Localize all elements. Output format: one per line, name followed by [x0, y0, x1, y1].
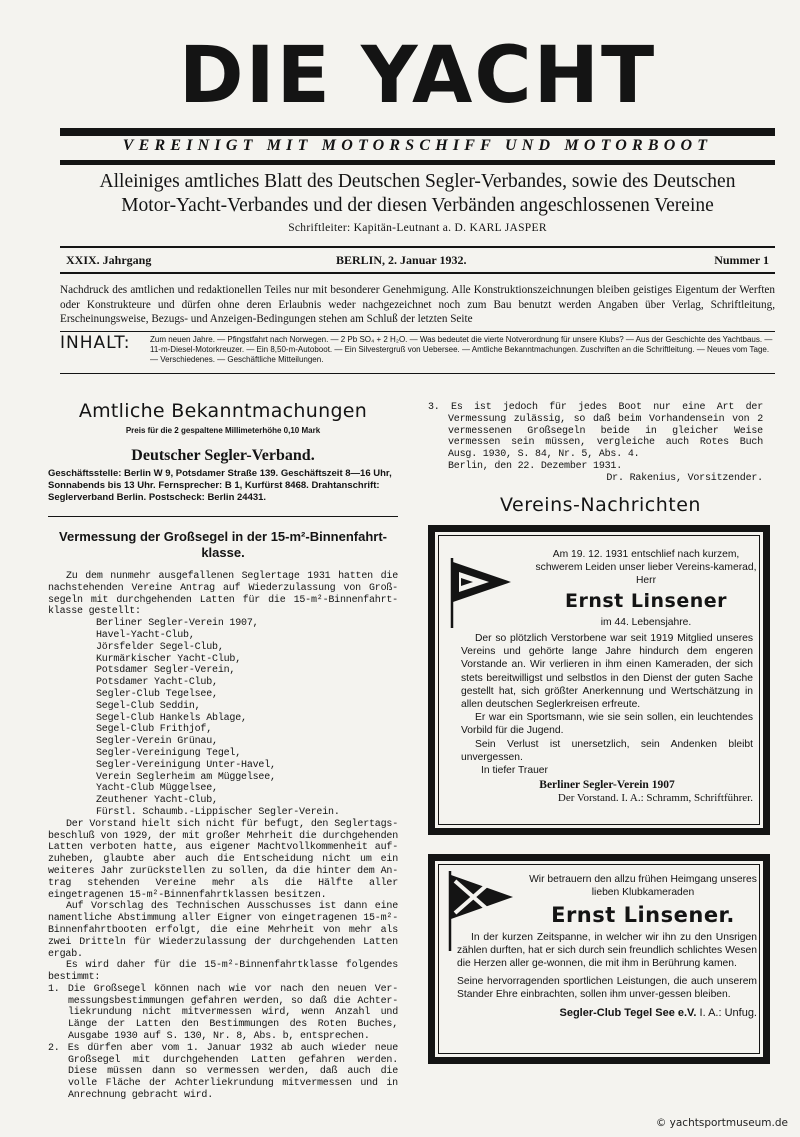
list-item: Segler-Verein Grünau,	[96, 736, 218, 748]
list-item: Fürstl. Schaumb.-Lippischer Segler-Verein.	[96, 806, 340, 818]
inhalt-label: INHALT:	[60, 333, 131, 353]
issue-number: Nummer 1	[714, 253, 769, 267]
notice-rule	[60, 331, 775, 332]
list-item: Segel-Club Frithjof,	[96, 724, 213, 736]
list-item: Kurmärkischer Yacht-Club,	[96, 653, 242, 665]
list-item: Jörsfelder Segel-Club,	[96, 641, 224, 653]
image-credit: © yachtsportmuseum.de	[655, 1117, 788, 1129]
list-item: Segler-Club Tegelsee,	[96, 688, 218, 700]
obit2-name: Ernst Linsener.	[551, 903, 735, 927]
obit2-signature	[457, 1007, 757, 1020]
masthead-title: DIE YACHT	[178, 31, 657, 121]
obit2-para-1: In der kurzen Zeitspanne, in welcher wir ihn zu den Unsrigen zählen durften, hat er sich durch sein freundlich schlichtes Wesen die Herzen aller ge-wonnen, die mit ihm in Berührung kamen.	[457, 932, 757, 970]
issue-volume: XXIX. Jahrgang	[66, 253, 152, 267]
amtliche-title: Amtliche Bekanntmachungen	[78, 400, 368, 422]
right-column	[428, 402, 763, 485]
list-item: 1. Die Großsegel können nach wie vor nach den neuen Ver-messungsbestimmungen gefahren werden, so daß die Achter-liekrundung nicht mitvermessen wird, wenn Anzahl und Länge der Latten den Bestimmungen des Roten Buches, Ausgabe 1930 auf S. 130, Nr. 8, Abs. b, entsprechen.	[48, 983, 398, 1043]
obit2-club: Segler-Club Tegel See e.V.	[559, 1007, 697, 1020]
inhalt-text: Zum neuen Jahre. — Pfingstfahrt nach Norwegen. — 2 Pb SO₄ + 2 H₂O. — Was bedeutet die vierte Notverordnung für unsere Klubs? — Aus der Geschichte des Yachtbaus. — 11-m-Diesel-Motorkreuzer. — Ein 8,50-m-Autoboot. — Ein Silvestergruß von Uebersee. — Amtliche Bekanntmachungen. Zuschriften an die Schriftleitung. — Neues vom Tage. — Verschiedenes. — Geschäftliche Mitteilungen.	[150, 335, 773, 364]
obit2-para-2: Seine hervorragenden sportlichen Leistungen, die auch unserem Stander Ehre einbrachten, sollen ihm unver-gessen bleiben.	[457, 975, 757, 1000]
vereine-list	[48, 618, 398, 819]
list-item: Segel-Club Seddin,	[96, 700, 201, 712]
obit1-name: Ernst Linsener	[564, 590, 727, 612]
obit1-trauer: In tiefer Trauer	[481, 765, 548, 777]
list-item: 2. Es dürfen aber vom 1. Januar 1932 ab auch wieder neue Großsegel mit durchgehenden Latten gefahren werden. Diese müssen dann so vermessen werden, daß auch die volle Fläche der Achterliekrundung mitvermessen und in Anrechnung gebracht wird.	[48, 1042, 398, 1102]
obit1-para-3: Sein Verlust ist unersetzlich, sein Andenken bleibt unvergessen.	[461, 738, 753, 763]
list-item: Havel-Yacht-Club,	[96, 629, 195, 641]
obituary-box-1	[428, 525, 770, 835]
obit1-intro: Am 19. 12. 1931 entschlief nach kurzem, schwerem Leiden unser lieber Vereins-kamerad, Herr	[535, 549, 757, 587]
issue-rule-top	[60, 246, 775, 248]
obit1-club: Berliner Segler-Verein 1907	[539, 779, 675, 792]
claim-line-2: Motor-Yacht-Verbandes und der diesen Verbänden angeschlossenen Vereine	[121, 195, 714, 216]
list-item: Yacht-Club Müggelsee,	[96, 783, 218, 795]
article-rule	[48, 516, 398, 517]
obit1-body	[461, 632, 753, 806]
obit1-age: im 44. Lebensjahre.	[600, 617, 692, 628]
copyright-notice: Nachdruck des amtlichen und redaktionellen Teiles nur mit besonderer Genehmigung. Alle Konstruktionszeichnungen bleiben geistiges Eigentum der Werften oder Konstrukteure und dürfen ohne deren Erlaubnis weder nachgezeichnet noch zum Bau benutzt werden Angaben über Verlag, Schriftleitung, Erscheinungsweise, Bezugs- und Anzeigen-Bedingungen stehen am Schluß der letzten Seite	[60, 284, 775, 325]
masthead-top-bar	[60, 128, 775, 136]
list-item: Segel-Club Hankels Ablage,	[96, 712, 247, 724]
masthead-bottom-bar	[60, 160, 775, 165]
obituary-box-2	[428, 854, 770, 1064]
article-point-3: 3. Es ist jedoch für jedes Boot nur eine Art der Vermessung zulässig, so daß beim Vorhandensein von 2 vermessenen Großsegeln beide in gleicher Weise vermessen sein müssen, vergleiche auch Rotes Buch Ausg. 1930, S. 84, Nr. 5, Abs. 4.	[428, 402, 763, 461]
list-item: Segler-Vereinigung Tegel,	[96, 747, 242, 759]
left-column	[48, 400, 398, 1102]
obit1-para-1: Der so plötzlich Verstorbene war seit 1919 Mitglied unseres Vereins und gehörte lange Jahre hindurch dem engeren Vorstande an. Wir verlieren in ihm einen Kameraden, der sich stets bereitwilligst und selbstlos in den Dienst der guten Sache gestellt hat, sich größter Anerkennung und Wertschätzung in allen deutschen Seglerkreisen erfreute.	[461, 633, 753, 711]
article-date: Berlin, den 22. Dezember 1931.	[448, 460, 623, 472]
masthead-subtitle: VEREINIGT MIT MOTORSCHIFF UND MOTORBOOT	[122, 137, 713, 154]
obit1-vorstand: Der Vorstand. I. A.: Schramm, Schriftführer.	[557, 792, 753, 805]
article-title: Vermessung der Großsegel in der 15-m²-Binnenfahrt-klasse.	[59, 529, 387, 560]
article-para-1: Der Vorstand hielt sich nicht für befugt, den Seglertags-beschluß von 1929, der mit großer Mehrheit die durchgehenden Latten verboten hatte, aus eigener Machtvollkommenheit auf-zuheben, glaubte aber auch die Entscheidung nicht um ein weiteres Jahr zurückstellen zu sollen, da die hinter dem An-trag stehenden Vereine mehr als die Hälfte aller eingetragenen 15-m²-Binnenfahrtklassen besitzen.	[48, 818, 398, 901]
list-item: Verein Seglerheim am Müggelsee,	[96, 771, 276, 783]
masthead-claim	[60, 170, 775, 218]
club-flag-icon	[449, 558, 513, 628]
obit2-ia: I. A.: Unfug.	[699, 1007, 757, 1020]
article-para-2: Auf Vorschlag des Technischen Ausschusses ist dann eine namentliche Abstimmung aller Eigner von eingetragenen 15-m²-Binnenfahrtbooten erfolgt, die eine Mehrheit von mehr als zwei Dritteln für Wiederzulassung der durchgehenden Latten ergab.	[48, 901, 398, 960]
article-intro: Zu dem nunmehr ausgefallenen Seglertage 1931 hatten die nachstehenden Vereine Antrag auf Wiederzulassung von Groß-segeln mit durchgehenden Latten für die 15-m²-Binnenfahrt-klasse gestellt:	[48, 571, 398, 618]
verband-info: Geschäftsstelle: Berlin W 9, Potsdamer Straße 139. Geschäftszeit 8—16 Uhr, Sonnabends bis 13 Uhr. Fernsprecher: B 1, Kurfürst 8468. Drahtanschrift: Seglerverband Berlin. Postscheck: Berlin 24431.	[48, 468, 392, 503]
article-points	[48, 984, 398, 1102]
inhalt-rule	[60, 373, 775, 374]
list-item: Zeuthener Yacht-Club,	[96, 795, 218, 807]
issue-date: BERLIN, 2. Januar 1932.	[336, 253, 467, 267]
obit1-para-2: Er war ein Sportsmann, wie sie sein sollen, ein leuchtendes Vorbild für die Jugend.	[461, 712, 753, 737]
list-item: Berliner Segler-Verein 1907,	[96, 618, 259, 630]
editor-line: Schriftleiter: Kapitän-Leutnant a. D. KARL JASPER	[288, 222, 547, 234]
obit2-intro: Wir betrauern den allzu frühen Heimgang unseres lieben Klubkameraden	[529, 874, 757, 899]
claim-line-1: Alleiniges amtliches Blatt des Deutschen Segler-Verbandes, sowie des Deutschen	[99, 171, 736, 192]
article-body	[48, 571, 398, 1102]
article-para-3: Es wird daher für die 15-m²-Binnenfahrtklasse folgendes bestimmt:	[48, 960, 398, 984]
list-item: Segler-Vereinigung Unter-Havel,	[96, 759, 276, 771]
obit2-body	[457, 931, 757, 1020]
article-signature: Dr. Rakenius, Vorsitzender.	[606, 472, 763, 484]
verband-title: Deutscher Segler-Verband.	[131, 447, 315, 464]
list-item: Potsdamer Yacht-Club,	[96, 677, 218, 689]
vereins-nachrichten-title: Vereins-Nachrichten	[500, 494, 701, 516]
amtliche-price: Preis für die 2 gespaltene Millimeterhöhe 0,10 Mark	[125, 426, 321, 435]
list-item: Potsdamer Segler-Verein,	[96, 665, 236, 677]
issue-rule-bottom	[60, 272, 775, 274]
